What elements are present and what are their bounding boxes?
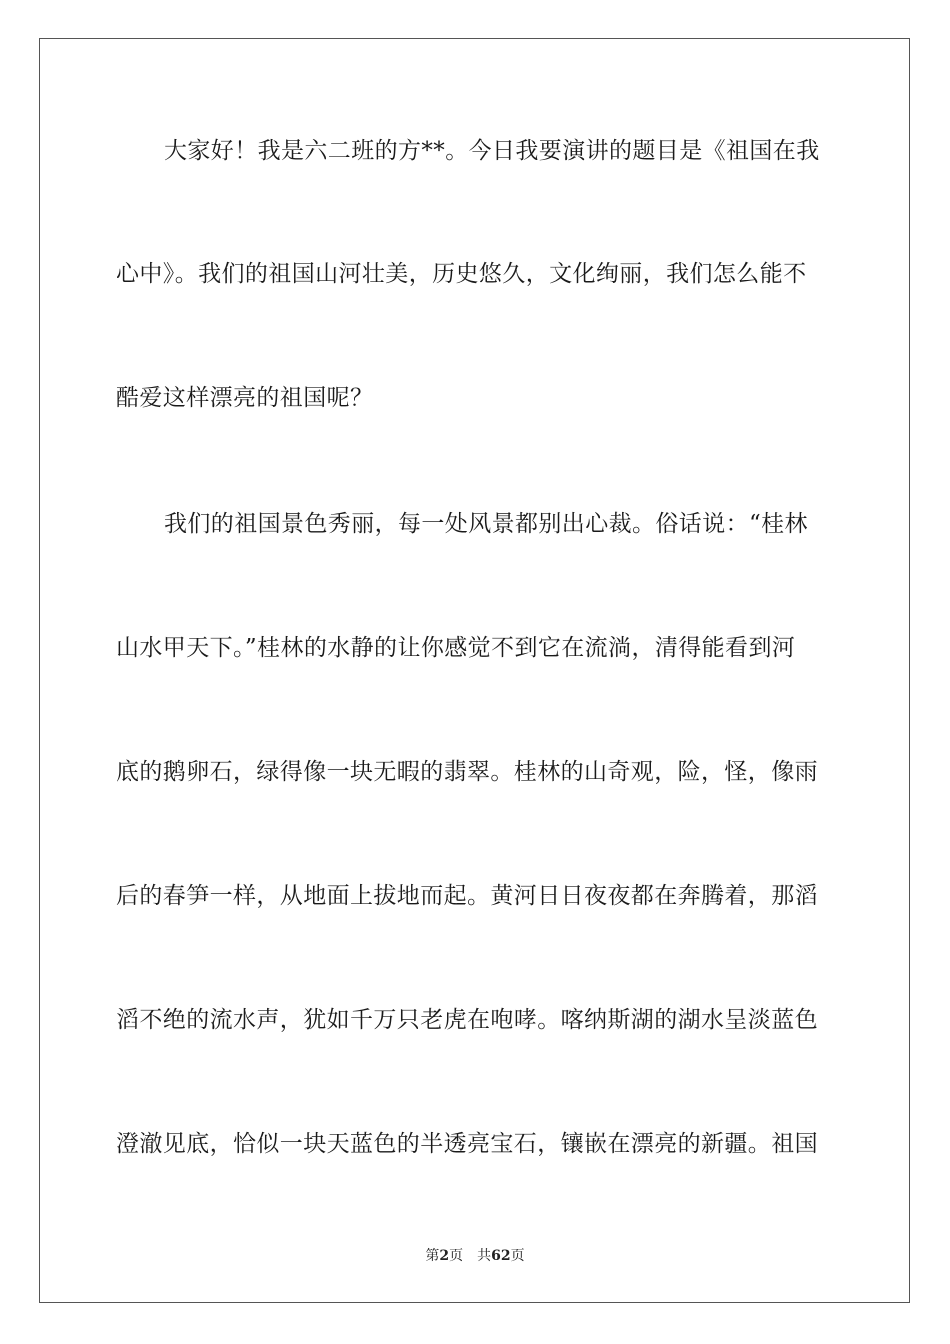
paragraph-2-line-2: 山水甲天下。”桂林的水静的让你感觉不到它在流淌，清得能看到河 [116,635,796,661]
paragraph-1-line-1: 大家好！我是六二班的方**。今日我要演讲的题目是《祖国在我 [164,138,820,164]
paragraph-2-line-4: 后的春笋一样，从地面上拔地而起。黄河日日夜夜都在奔腾着，那滔 [116,883,818,909]
paragraph-2-line-5: 滔不绝的流水声，犹如千万只老虎在咆哮。喀纳斯湖的湖水呈淡蓝色 [116,1007,818,1033]
total-pages: 62 [491,1248,511,1264]
page-border [39,38,910,1303]
page-number: 2 [439,1248,450,1264]
total-prefix: 共 [477,1248,492,1264]
paragraph-2-line-6: 澄澈见底，恰似一块天蓝色的半透亮宝石，镶嵌在漂亮的新疆。祖国 [116,1131,818,1157]
paragraph-1-line-2: 心中》。我们的祖国山河壮美，历史悠久，文化绚丽，我们怎么能不 [116,261,807,287]
paragraph-2-line-1: 我们的祖国景色秀丽，每一处风景都别出心裁。俗话说：“桂林 [164,511,808,537]
page-suffix: 页 [449,1248,464,1264]
page-prefix: 第 [425,1248,440,1264]
paragraph-2-line-3: 底的鹅卵石，绿得像一块无暇的翡翠。桂林的山奇观，险，怪，像雨 [116,759,818,785]
total-suffix: 页 [510,1248,525,1264]
paragraph-1-line-3: 酷爱这样漂亮的祖国呢？ [116,385,374,411]
page-footer [0,1246,950,1266]
